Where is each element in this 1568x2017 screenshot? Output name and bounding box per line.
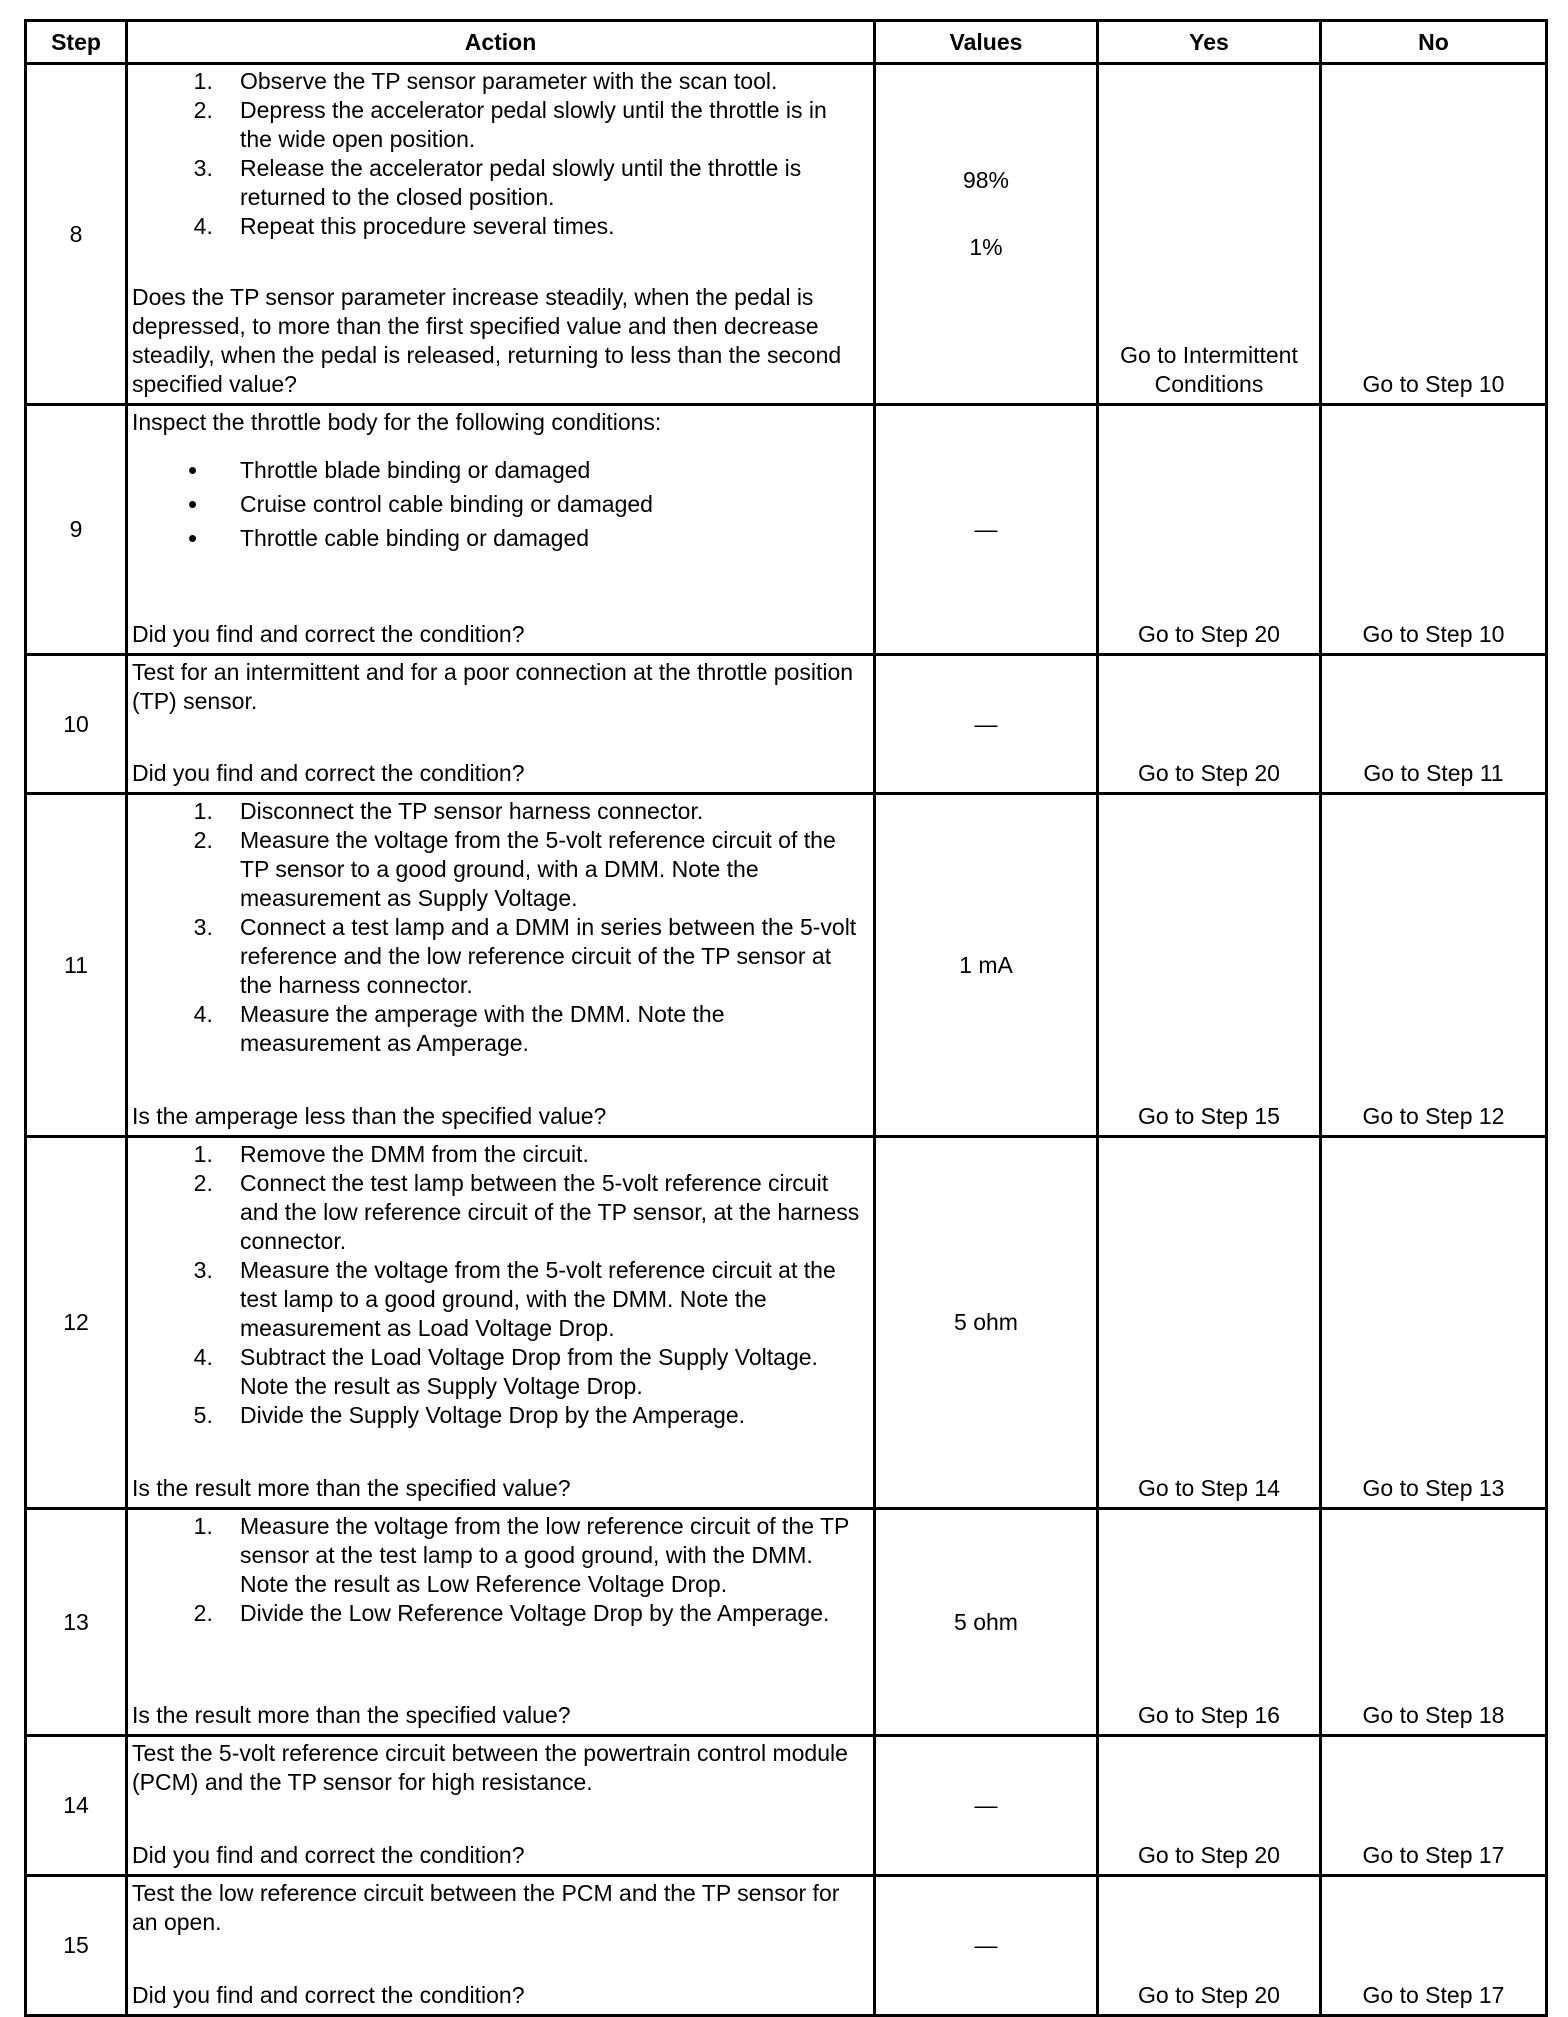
- header-row: [26, 21, 1547, 64]
- yes-action: Go to Intermittent Conditions: [1120, 342, 1298, 397]
- no-action: Go to Step 10: [1362, 621, 1505, 647]
- question-text: Did you find and correct the condition?: [132, 621, 525, 647]
- step-number: 10: [26, 655, 127, 794]
- action-cell: [127, 794, 875, 1137]
- question-text: Is the amperage less than the specified value?: [132, 1103, 607, 1129]
- values-cell: —: [875, 1876, 1098, 2016]
- table-row: [26, 1509, 1547, 1736]
- question-text: Did you find and correct the condition?: [132, 760, 525, 786]
- yes-action: Go to Step 16: [1138, 1702, 1280, 1728]
- no-cell: [1321, 655, 1547, 794]
- list-item: 1. Disconnect the TP sensor harness connector.: [232, 797, 865, 826]
- values-cell: 5 ohm: [875, 1137, 1098, 1509]
- list-item: 2. Divide the Low Reference Voltage Drop by the Amperage.: [232, 1599, 865, 1628]
- value-text: 1%: [969, 234, 1003, 260]
- no-cell: [1321, 1736, 1547, 1876]
- step-number: 15: [26, 1876, 127, 2016]
- question-text: Is the result more than the specified value?: [132, 1475, 571, 1501]
- step-number: 14: [26, 1736, 127, 1876]
- list-item: • Throttle cable binding or damaged: [232, 521, 865, 555]
- no-cell: [1321, 1137, 1547, 1509]
- list-item: 3. Release the accelerator pedal slowly until the throttle is returned to the closed position.: [232, 154, 865, 212]
- values-cell: 5 ohm: [875, 1509, 1098, 1736]
- intro-text: Inspect the throttle body for the following conditions:: [132, 409, 662, 435]
- no-action: Go to Step 10: [1362, 371, 1505, 397]
- no-cell: [1321, 1509, 1547, 1736]
- table-row: [26, 64, 1547, 405]
- values-cell: [875, 64, 1098, 405]
- yes-cell: [1098, 1509, 1321, 1736]
- action-cell: [127, 1509, 875, 1736]
- list-item: 1. Measure the voltage from the low reference circuit of the TP sensor at the test lamp to a good ground, with the DMM. Note the result as Low Reference Voltage Drop.: [232, 1512, 865, 1599]
- no-action: Go to Step 17: [1362, 1982, 1505, 2008]
- no-action: Go to Step 13: [1362, 1475, 1505, 1501]
- table-row: [26, 1137, 1547, 1509]
- table-row: [26, 655, 1547, 794]
- yes-cell: [1098, 1876, 1321, 2016]
- step-number: 13: [26, 1509, 127, 1736]
- procedure-list: [132, 1140, 865, 1430]
- yes-action: Go to Step 20: [1138, 1842, 1280, 1868]
- yes-cell: [1098, 1137, 1321, 1509]
- procedure-list: [132, 1512, 865, 1628]
- list-item: 3. Measure the voltage from the 5-volt reference circuit at the test lamp to a good ground, with the DMM. Note the measurement as Load Voltage Drop.: [232, 1256, 865, 1343]
- step-number: 9: [26, 405, 127, 655]
- yes-action: Go to Step 20: [1138, 760, 1280, 786]
- values-cell: 1 mA: [875, 794, 1098, 1137]
- list-item: • Cruise control cable binding or damaged: [232, 487, 865, 521]
- no-cell: [1321, 794, 1547, 1137]
- list-item: 2. Measure the voltage from the 5-volt reference circuit of the TP sensor to a good ground, with a DMM. Note the measurement as Supply Voltage.: [232, 826, 865, 913]
- yes-cell: [1098, 405, 1321, 655]
- yes-cell: [1098, 655, 1321, 794]
- no-cell: [1321, 1876, 1547, 2016]
- no-action: Go to Step 11: [1363, 760, 1504, 786]
- action-cell: [127, 405, 875, 655]
- action-cell: [127, 1876, 875, 2016]
- yes-action: Go to Step 15: [1138, 1103, 1280, 1129]
- action-cell: [127, 655, 875, 794]
- no-action: Go to Step 12: [1362, 1103, 1505, 1129]
- values-cell: —: [875, 655, 1098, 794]
- header-action: Action: [127, 21, 875, 64]
- yes-action: Go to Step 20: [1138, 621, 1280, 647]
- list-item: 3. Connect a test lamp and a DMM in series between the 5-volt reference and the low reference circuit of the TP sensor at the harness connector.: [232, 913, 865, 1000]
- list-item: 4. Subtract the Load Voltage Drop from the Supply Voltage. Note the result as Supply Voltage Drop.: [232, 1343, 865, 1401]
- list-item: 1. Observe the TP sensor parameter with the scan tool.: [232, 67, 865, 96]
- header-yes: Yes: [1098, 21, 1321, 64]
- list-item: 2. Connect the test lamp between the 5-volt reference circuit and the low reference circuit of the TP sensor, at the harness connector.: [232, 1169, 865, 1256]
- question-text: Is the result more than the specified value?: [132, 1702, 571, 1728]
- table-row: [26, 794, 1547, 1137]
- step-number: 12: [26, 1137, 127, 1509]
- yes-action: Go to Step 20: [1138, 1982, 1280, 2008]
- header-values: Values: [875, 21, 1098, 64]
- action-cell: [127, 1736, 875, 1876]
- header-no: No: [1321, 21, 1547, 64]
- procedure-list: [132, 797, 865, 1058]
- no-cell: [1321, 64, 1547, 405]
- yes-action: Go to Step 14: [1138, 1475, 1280, 1501]
- table-row: [26, 405, 1547, 655]
- table-row: [26, 1736, 1547, 1876]
- no-cell: [1321, 405, 1547, 655]
- yes-cell: [1098, 794, 1321, 1137]
- intro-text: Test the 5-volt reference circuit between the powertrain control module (PCM) and the TP sensor for high resistance.: [132, 1740, 848, 1795]
- no-action: Go to Step 17: [1362, 1842, 1505, 1868]
- step-number: 11: [26, 794, 127, 1137]
- question-text: Did you find and correct the condition?: [132, 1842, 525, 1868]
- procedure-list: [132, 67, 865, 241]
- list-item: • Throttle blade binding or damaged: [232, 453, 865, 487]
- header-step: Step: [26, 21, 127, 64]
- table-row: [26, 1876, 1547, 2016]
- list-item: 2. Depress the accelerator pedal slowly until the throttle is in the wide open position.: [232, 96, 865, 154]
- list-item: 5. Divide the Supply Voltage Drop by the Amperage.: [232, 1401, 865, 1430]
- yes-cell: [1098, 1736, 1321, 1876]
- diagnostic-table: [24, 19, 1548, 2017]
- intro-text: Test the low reference circuit between the PCM and the TP sensor for an open.: [132, 1880, 840, 1935]
- values-cell: —: [875, 405, 1098, 655]
- condition-list: [132, 453, 865, 555]
- values-cell: —: [875, 1736, 1098, 1876]
- yes-cell: [1098, 64, 1321, 405]
- list-item: 4. Repeat this procedure several times.: [232, 212, 865, 241]
- step-number: 8: [26, 64, 127, 405]
- list-item: 4. Measure the amperage with the DMM. Note the measurement as Amperage.: [232, 1000, 865, 1058]
- value-text: 98%: [962, 167, 1010, 193]
- question-text: Did you find and correct the condition?: [132, 1982, 525, 2008]
- list-item: 1. Remove the DMM from the circuit.: [232, 1140, 865, 1169]
- intro-text: Test for an intermittent and for a poor connection at the throttle position (TP) sensor.: [132, 659, 854, 714]
- action-cell: [127, 64, 875, 405]
- question-text: Does the TP sensor parameter increase steadily, when the pedal is depressed, to more than the first specified value and then decrease steadily, when the pedal is released, returning to less than the second specified value?: [132, 284, 842, 397]
- no-action: Go to Step 18: [1362, 1702, 1505, 1728]
- action-cell: [127, 1137, 875, 1509]
